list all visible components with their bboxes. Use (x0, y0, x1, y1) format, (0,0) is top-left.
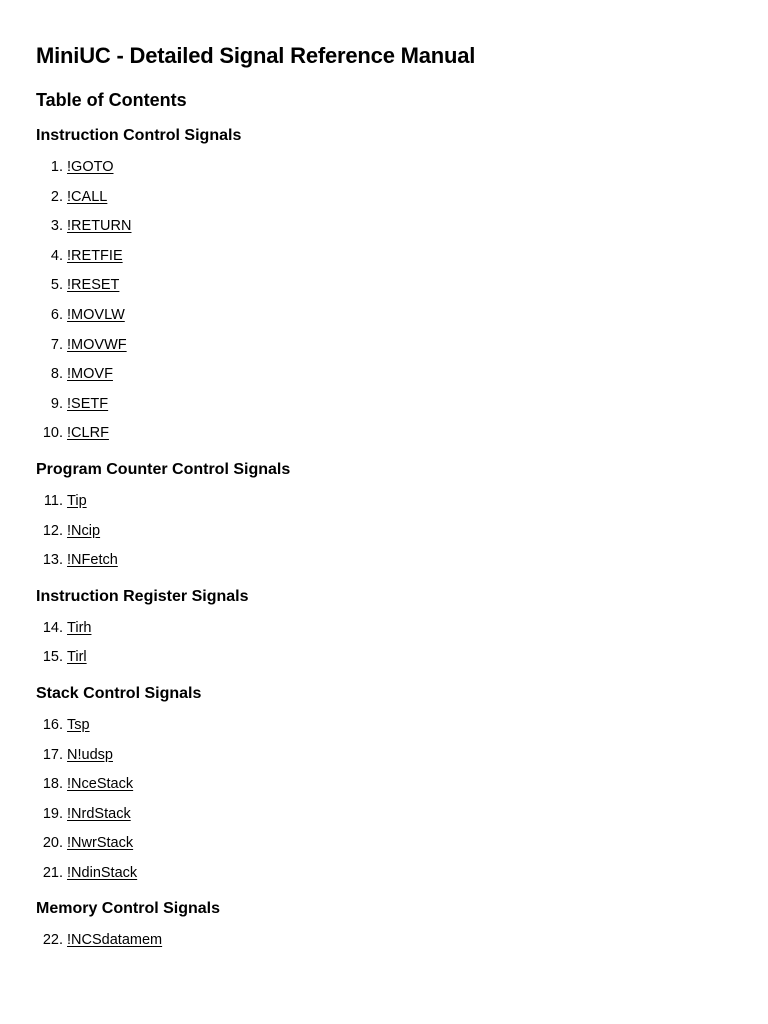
item-number: 22. (42, 932, 63, 949)
list-item (36, 517, 732, 547)
list-item (36, 242, 732, 272)
toc-section (36, 896, 732, 956)
item-number: 19. (42, 805, 63, 822)
item-number: 4. (50, 247, 63, 264)
toc-section (36, 457, 732, 576)
section-heading: Program Counter Control Signals (36, 460, 291, 478)
item-number: 20. (42, 835, 63, 852)
item-number: 5. (50, 277, 63, 294)
item-number: 3. (50, 218, 63, 235)
item-number: 17. (42, 746, 63, 763)
toc-link[interactable]: !NceStack (67, 776, 134, 793)
item-number: 6. (50, 306, 63, 323)
toc-link[interactable]: !NCSdatamem (67, 932, 163, 949)
toc-link[interactable]: !MOVWF (67, 336, 127, 353)
list-item (36, 614, 732, 644)
toc-link[interactable]: !MOVLW (67, 306, 125, 323)
toc-link[interactable]: !NdinStack (67, 864, 138, 881)
toc-link[interactable]: !NwrStack (67, 835, 134, 852)
list-item (36, 487, 732, 517)
toc-link[interactable]: !GOTO (67, 159, 114, 175)
list-item (36, 770, 732, 800)
item-number: 13. (42, 552, 63, 569)
toc-list (36, 614, 732, 673)
toc-link[interactable]: Tip (67, 492, 87, 509)
toc-link[interactable]: Tirl (67, 649, 87, 666)
toc-list (36, 926, 732, 956)
section-heading: Instruction Register Signals (36, 587, 249, 605)
item-number: 18. (42, 776, 63, 793)
list-item (36, 829, 732, 859)
toc-section (36, 123, 732, 449)
list-item (36, 390, 732, 420)
toc-link[interactable]: !MOVF (67, 366, 113, 383)
item-number: 1. (50, 159, 63, 175)
item-number: 7. (50, 336, 63, 353)
toc-link[interactable]: Tirh (67, 619, 92, 636)
section-heading: Stack Control Signals (36, 684, 202, 702)
list-item (36, 546, 732, 576)
list-item (36, 741, 732, 771)
list-item (36, 711, 732, 741)
toc-list (36, 487, 732, 576)
toc-link[interactable]: !CALL (67, 188, 108, 205)
toc-link[interactable]: N!udsp (67, 746, 113, 763)
section-heading: Memory Control Signals (36, 900, 221, 918)
list-item (36, 301, 732, 331)
page-title: MiniUC - Detailed Signal Reference Manual (36, 43, 476, 68)
list-item (36, 859, 732, 889)
toc-link[interactable]: !RESET (67, 277, 120, 294)
toc-section (36, 584, 732, 673)
section-heading: Instruction Control Signals (36, 127, 242, 144)
item-number: 15. (42, 649, 63, 666)
item-number: 2. (50, 188, 63, 205)
table-of-contents (36, 123, 732, 956)
item-number: 11. (43, 492, 63, 509)
list-item (36, 643, 732, 673)
toc-link[interactable]: !RETURN (67, 218, 132, 235)
item-number: 10. (42, 425, 63, 442)
item-number: 12. (42, 522, 63, 539)
toc-link[interactable]: !RETFIE (67, 247, 123, 264)
toc-heading: Table of Contents (36, 90, 187, 110)
item-number: 21. (42, 864, 63, 881)
toc-section (36, 681, 732, 889)
item-number: 14. (42, 619, 63, 636)
list-item (36, 183, 732, 213)
item-number: 16. (42, 716, 63, 733)
toc-link[interactable]: Tsp (67, 716, 90, 733)
list-item (36, 800, 732, 830)
toc-link[interactable]: !NrdStack (67, 805, 131, 822)
toc-link[interactable]: !CLRF (67, 425, 109, 442)
toc-link[interactable]: !SETF (67, 395, 109, 412)
toc-link[interactable]: !NFetch (67, 552, 118, 569)
toc-link[interactable]: !Ncip (67, 522, 101, 539)
list-item (36, 419, 732, 449)
list-item (36, 360, 732, 390)
item-number: 8. (50, 366, 63, 383)
toc-list (36, 153, 732, 449)
item-number: 9. (50, 395, 63, 412)
list-item (36, 331, 732, 361)
list-item (36, 212, 732, 242)
toc-list (36, 711, 732, 889)
list-item (36, 153, 732, 183)
list-item (36, 271, 732, 301)
list-item (36, 926, 732, 956)
